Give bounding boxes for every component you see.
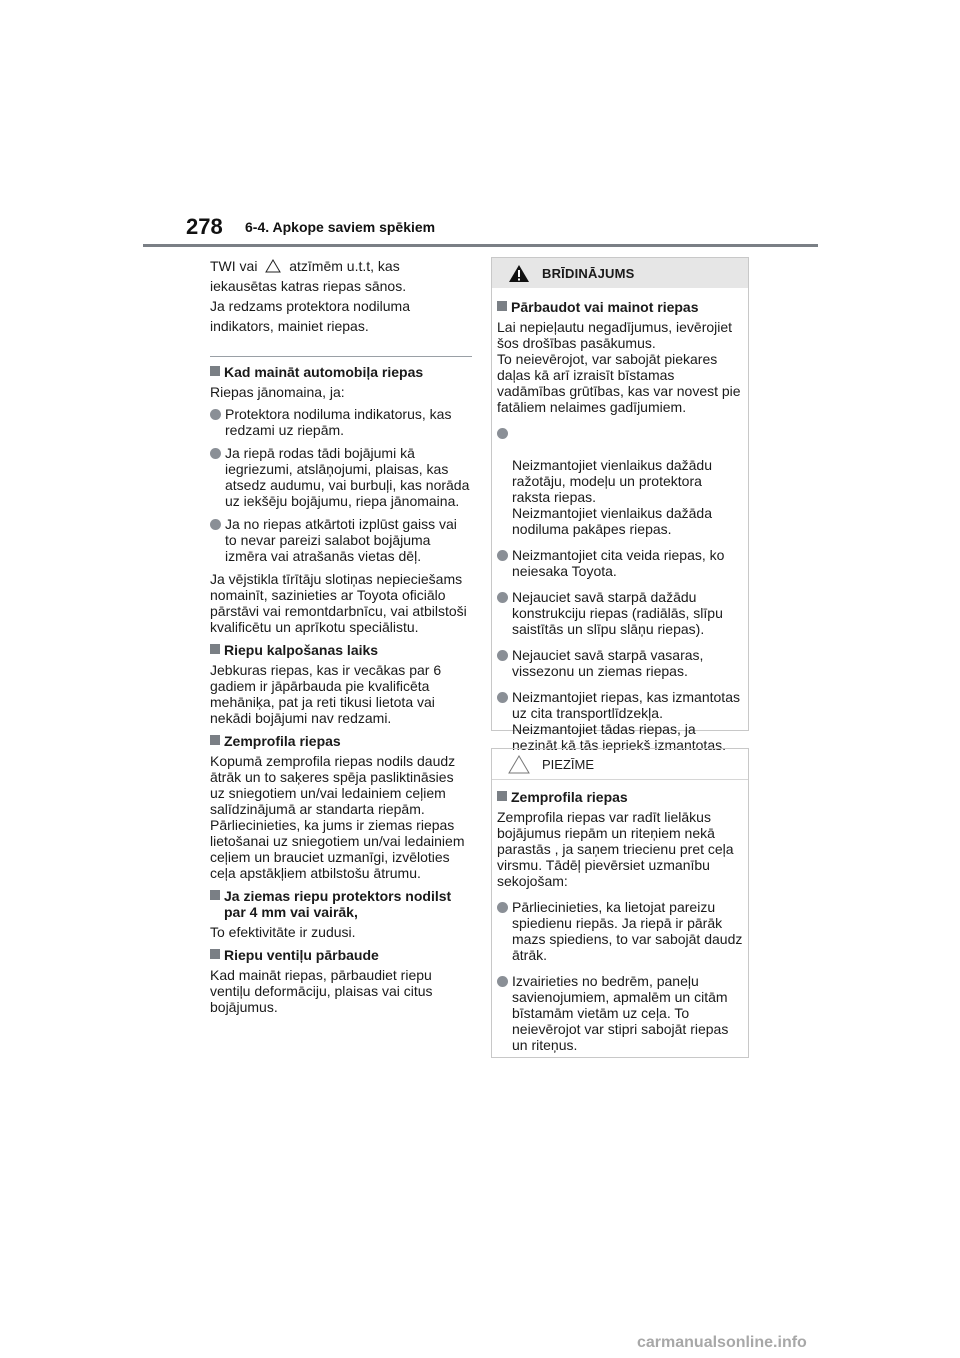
intro-line-1 [210,256,472,276]
watermark-text: carmanualsonline.info [637,1334,807,1351]
list-item-text: Pārliecinieties, ka lietojat pareizu spiedienu riepās. Ja riepā ir pārāk mazs spiediens, to var sabojāt daudz ātrāk. [512,899,743,963]
square-bullet-icon [210,949,220,959]
list-item-text: Ja no riepas atkārtoti izplūst gaiss vai to nevar pareizi salabot bojājuma izmēra vai atrašanās vietas dēļ. [225,516,457,564]
list-item-text: Protektora nodiluma indikatorus, kas redzami uz riepām. [225,406,452,438]
tread-indicator-triangle-icon [265,259,281,273]
section-title-winter-tread [210,888,472,920]
warning-subtitle-text: Pārbaudot vai mainot riepas [511,299,699,315]
note-intro: Zemprofila riepas var radīt lielākus bojājumus riepām un riteņiem nekā parastās , ja saņem triecienu pret ceļa virsmu. Tādēļ pievērsiet uzmanību sekojošam: [497,809,734,889]
square-bullet-icon [497,301,507,311]
section-paragraph: To efektivitāte ir zudusi. [210,924,356,940]
warning-header [492,258,748,288]
section-title-text: Kad maināt automobiļa riepas [224,364,424,380]
list-item [497,589,743,637]
chapter-title: 6-4. Apkope saviem spēkiem [245,219,436,235]
round-bullet-icon [497,692,508,703]
round-bullet-icon [497,650,508,661]
section-paragraph: Riepas jānomaina, ja: [210,384,345,400]
list-item-text: Neizmantojiet riepas, kas izmantotas uz cita transportlīdzekļa. Neizmantojiet tādas riepas, ja nezināt kā tās iepriekš izmantotas. [512,689,740,753]
section-paragraph: Kad maināt riepas, pārbaudiet riepu ventiļu deformāciju, plaisas vai citus bojājumus. [210,967,433,1015]
note-box [491,748,749,1058]
list-item [497,689,743,753]
round-bullet-icon [497,976,508,987]
note-subtitle [497,789,743,805]
intro-line-4: indikators, mainiet riepas. [210,318,369,334]
left-column [210,256,472,1021]
list-item-text: Izvairieties no bedrēm, paneļu savienojumiem, apmalēm un citām bīstamām vietām uz ceļa. To neievērojot var stipri sabojāt riepas un riteņus. [512,973,729,1053]
warning-box [491,257,749,753]
section-paragraph: Kopumā zemprofila riepas nodils daudz ātrāk un to saķeres spēja pasliktināsies uz sniegotiem un/vai ledainiem ceļiem salīdzinājumā ar standarta riepām. Pārliecinieties, ka jums ir ziemas riepas lietošanai uz sniegotiem un/vai ledainiem ceļiem un brauciet uzmanīgi, izvēloties ceļa apstākļiem atbilstošu ātrumu. [210,753,465,881]
warning-intro: Lai nepieļautu negadījumus, ievērojiet šos drošības pasākumus. To neievērojot, var sabojāt piekares daļas kā arī izraisīt bīstamas vadāmības grūtības, kas var novest pie fatāliem nelaimes gadījumiem. [497,319,741,415]
round-bullet-icon [210,519,221,530]
list-item-text: Neizmantojiet vienlaikus dažādu ražotāju, modeļu un protektora raksta riepas. Neizmantojiet vienlaikus dažāda nodiluma pakāpes riepas. [512,457,712,537]
square-bullet-icon [210,366,220,376]
section-divider [210,356,472,357]
warning-subtitle [497,299,743,315]
page-header [0,0,960,260]
section-paragraph: Jebkuras riepas, kas ir vecākas par 6 gadiem ir jāpārbauda pie kvalificēta mehāniķa, pat ja reti tikusi lietota vai nekādi bojājumi nav redzami. [210,662,442,726]
section-title-text: Ja ziemas riepu protektors nodilst par 4 mm vai vairāk, [224,888,452,920]
warning-title: BRĪDINĀJUMS [542,266,635,281]
section-paragraph: Ja vējstikla tīrītāju slotiņas nepieciešams nomainīt, sazinieties ar Toyota oficiālo pārstāvi vai remontdarbnīcu, vai atbilstoši kvalificētu un aprīkotu speciālistu. [210,571,467,635]
round-bullet-icon [497,592,508,603]
intro-line-1-start: TWI vai [210,258,258,274]
warning-body [492,288,748,753]
note-header [492,749,748,780]
list-item [210,445,472,509]
section-title-valve-check [210,947,472,963]
list-item-text: Nejauciet savā starpā vasaras, vissezonu un ziemas riepas. [512,647,704,679]
note-subtitle-text: Zemprofila riepas [511,789,628,805]
intro-line-1-end: atzīmēm u.t.t, kas [289,258,400,274]
list-item [497,547,743,579]
section-title-text: Riepu kalpošanas laiks [224,642,379,658]
round-bullet-icon [210,448,221,459]
note-body [492,780,748,1053]
list-item-text: Nejauciet savā starpā dažādu konstrukciju riepas (radiālās, slīpu saistītās un slīpu slāņu riepas). [512,589,723,637]
section-title-text: Zemprofila riepas [224,733,341,749]
section-title-low-profile [210,733,472,749]
round-bullet-icon [497,428,508,439]
round-bullet-icon [210,409,221,420]
list-item [497,425,743,537]
square-bullet-icon [210,735,220,745]
section-title-text: Riepu ventiļu pārbaude [224,947,379,963]
intro-line-2: iekausētas katras riepas sānos. [210,278,407,294]
intro-text [210,256,472,336]
note-triangle-icon [508,755,530,774]
square-bullet-icon [497,791,507,801]
square-bullet-icon [210,890,220,900]
list-item [497,647,743,679]
list-item [497,899,743,963]
square-bullet-icon [210,644,220,654]
round-bullet-icon [497,550,508,561]
warning-triangle-icon [508,264,530,283]
list-item [210,516,472,564]
list-item [497,973,743,1053]
section-title-tire-lifespan [210,642,472,658]
intro-line-3: Ja redzams protektora nodiluma [210,298,410,314]
list-item-text: Ja riepā rodas tādi bojājumi kā iegriezumi, atslāņojumi, plaisas, kas atsedz audumu, vai burbuļi, kas norāda uz iekšēju bojājumu, riepa jānomaina. [225,445,470,509]
list-item-text: Neizmantojiet cita veida riepas, ko neiesaka Toyota. [512,547,725,579]
section-title-replacing-tires [210,364,472,380]
page-number: 278 [186,214,223,239]
list-item [210,406,472,438]
note-title: PIEZĪME [542,757,595,772]
header-divider [143,244,818,247]
round-bullet-icon [497,902,508,913]
